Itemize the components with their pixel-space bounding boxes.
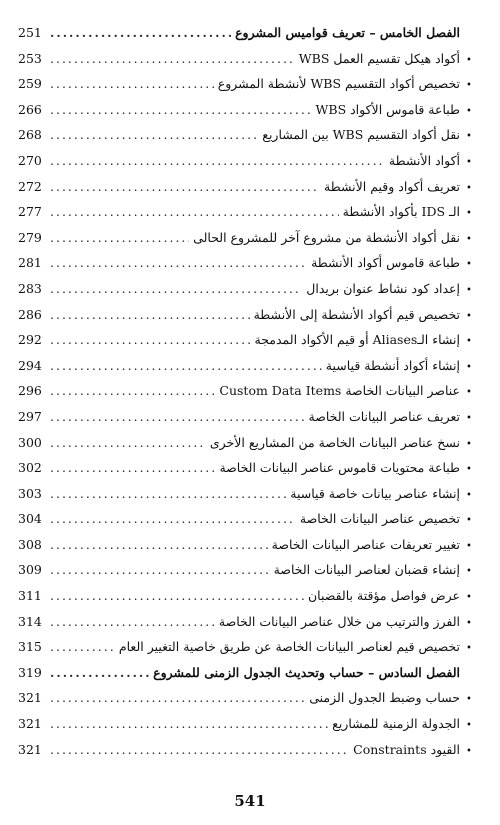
toc-entry-title: تخصيص قيم أكواد الأنشطة إلى الأنشطة — [253, 306, 460, 322]
dot-leader — [50, 97, 312, 123]
toc-page-number: 277 — [18, 204, 42, 220]
bullet-icon: • — [466, 259, 472, 271]
toc-page-number: 321 — [18, 690, 42, 706]
bullet-icon: • — [466, 156, 472, 168]
dot-leader — [50, 634, 115, 660]
toc-entry — [18, 174, 478, 200]
toc-entry — [18, 634, 478, 660]
dot-leader — [50, 225, 189, 251]
bullet-icon: • — [466, 694, 472, 706]
toc-page-number: 304 — [18, 511, 42, 527]
dot-leader — [50, 199, 339, 225]
toc-page-number: 319 — [18, 664, 42, 680]
bullet-icon: • — [466, 592, 472, 604]
toc-entry-title: الفصل السادس – حساب وتحديث الجدول الزمنى للمشروع — [153, 664, 460, 680]
toc-entry — [18, 481, 478, 507]
toc-entry — [18, 148, 478, 174]
toc-entry — [18, 404, 478, 430]
toc-entry-title: إنشاء عناصر بيانات خاصة قياسية — [290, 485, 460, 501]
toc-entry — [18, 71, 478, 97]
bullet-icon: • — [466, 489, 472, 501]
toc-entry — [18, 327, 478, 353]
toc-entry — [18, 353, 478, 379]
toc-entry-title: عناصر البيانات الخاصة Custom Data Items — [219, 383, 460, 399]
toc-entry-title: أكواد هيكل تقسيم العمل WBS — [298, 50, 460, 66]
bullet-icon: • — [466, 310, 472, 322]
toc-page-number: 251 — [18, 25, 42, 40]
bullet-icon: • — [466, 720, 472, 732]
bullet-icon: • — [466, 131, 472, 143]
bullet-icon: • — [466, 643, 472, 655]
bullet-icon: • — [466, 438, 472, 450]
toc-entry — [18, 46, 478, 72]
bullet-icon: • — [466, 464, 472, 476]
dot-leader — [50, 404, 305, 430]
toc-page-number: 283 — [18, 280, 42, 296]
toc-entry-title: إنشاء أكواد أنشطة قياسية — [325, 357, 460, 373]
toc-entry-title: الفرز والترتيب من خلال عناصر البيانات الخاصة — [218, 613, 460, 629]
toc-entry — [18, 250, 478, 276]
toc-page-number: 303 — [18, 485, 42, 501]
dot-leader — [50, 557, 270, 583]
toc-entry-title: الجدولة الزمنية للمشاريع — [332, 716, 460, 732]
toc-entry — [18, 378, 478, 404]
toc-page-number: 259 — [18, 76, 42, 92]
toc-entry — [18, 506, 478, 532]
dot-leader — [50, 506, 296, 532]
bullet-icon: • — [466, 387, 472, 399]
toc-page-number: 321 — [18, 741, 42, 757]
toc-entry — [18, 199, 478, 225]
dot-leader — [50, 276, 302, 302]
dot-leader — [50, 430, 206, 456]
toc-entry-title: تعريف عناصر البيانات الخاصة — [308, 408, 460, 424]
toc-entry-title: طباعة محتويات قاموس عناصر البيانات الخاصة — [219, 460, 460, 476]
toc-entry — [18, 97, 478, 123]
toc-page-number: 270 — [18, 152, 42, 168]
toc-entry-title: تعريف أكواد وقيم الأنشطة — [324, 178, 460, 194]
toc-page-number: 315 — [18, 639, 42, 655]
dot-leader — [50, 711, 328, 737]
toc-page-number: 296 — [18, 383, 42, 399]
toc-entry-title: القيود Constraints — [353, 741, 460, 757]
toc-entry — [18, 609, 478, 635]
toc-entry-title: تخصيص أكواد التقسيم WBS لأنشطة المشروع — [217, 76, 460, 92]
bullet-icon: • — [466, 361, 472, 373]
toc-entry-title: نسخ عناصر البيانات الخاصة من المشاريع الأخرى — [209, 434, 460, 450]
dot-leader — [50, 583, 304, 609]
bullet-icon: • — [466, 617, 472, 629]
toc-page-number: 311 — [18, 588, 42, 604]
toc-entry-title: الفصل الخامس – تعريف قواميس المشروع — [235, 25, 460, 40]
toc-page-number: 279 — [18, 229, 42, 245]
toc-page-number: 253 — [18, 50, 42, 66]
toc-entry-title: تغيير تعريفات عناصر البيانات الخاصة — [271, 536, 460, 552]
dot-leader — [50, 46, 295, 72]
bullet-icon: • — [466, 336, 472, 348]
bullet-icon: • — [466, 54, 472, 66]
toc-entry-title: تخصيص عناصر البيانات الخاصة — [299, 511, 460, 527]
toc-entry — [18, 711, 478, 737]
toc-page-number: 300 — [18, 434, 42, 450]
dot-leader — [50, 737, 349, 763]
bullet-icon: • — [466, 233, 472, 245]
bullet-icon: • — [466, 284, 472, 296]
bullet-icon: • — [466, 515, 472, 527]
toc-entry-title: إنشاء الـAliases أو قيم الأكواد المدمجة — [254, 332, 460, 348]
dot-leader — [50, 148, 385, 174]
dot-leader — [50, 20, 231, 46]
toc-entry — [18, 455, 478, 481]
toc-entry — [18, 557, 478, 583]
bullet-icon: • — [466, 80, 472, 92]
dot-leader — [50, 455, 215, 481]
toc-page-number: 294 — [18, 357, 42, 373]
toc-entry — [18, 225, 478, 251]
toc-page-number: 321 — [18, 716, 42, 732]
toc-entry-title: أكواد الأنشطة — [388, 152, 460, 168]
toc-page-number: 292 — [18, 332, 42, 348]
bullet-icon: • — [466, 540, 472, 552]
bullet-icon: • — [466, 745, 472, 757]
table-of-contents — [18, 20, 478, 762]
toc-entry — [18, 122, 478, 148]
toc-entry — [18, 430, 478, 456]
dot-leader — [50, 660, 149, 686]
toc-entry-title: الـ IDS بأكواد الأنشطة — [342, 204, 460, 220]
dot-leader — [50, 353, 322, 379]
toc-entry — [18, 532, 478, 558]
toc-entry — [18, 737, 478, 763]
toc-entry — [18, 276, 478, 302]
chapter-heading — [18, 660, 478, 686]
toc-entry-title: إنشاء قضبان لعناصر البيانات الخاصة — [273, 562, 460, 578]
toc-entry-title: نقل أكواد التقسيم WBS بين المشاريع — [262, 127, 460, 143]
dot-leader — [50, 685, 305, 711]
toc-page-number: 297 — [18, 408, 42, 424]
dot-leader — [50, 609, 215, 635]
dot-leader — [50, 174, 320, 200]
dot-leader — [50, 122, 258, 148]
toc-page-number: 272 — [18, 178, 42, 194]
toc-page-number: 309 — [18, 562, 42, 578]
toc-entry — [18, 583, 478, 609]
toc-entry-title: تخصيص قيم لعناصر البيانات الخاصة عن طريق خاصية التغيير العام — [118, 639, 460, 655]
toc-page-number: 286 — [18, 306, 42, 322]
toc-page-number: 302 — [18, 460, 42, 476]
bullet-icon: • — [466, 182, 472, 194]
dot-leader — [50, 378, 215, 404]
dot-leader — [50, 532, 268, 558]
toc-entry — [18, 302, 478, 328]
toc-entry-title: حساب وضبط الجدول الزمنى — [309, 690, 460, 706]
toc-entry — [18, 685, 478, 711]
toc-page-number: 281 — [18, 255, 42, 271]
bullet-icon: • — [466, 412, 472, 424]
bullet-icon: • — [466, 208, 472, 220]
bullet-icon: • — [466, 566, 472, 578]
toc-page-number: 308 — [18, 536, 42, 552]
toc-entry-title: عرض فواصل مؤقتة بالقضبان — [308, 588, 460, 604]
toc-entry-title: طباعة قاموس الأكواد WBS — [315, 101, 460, 117]
toc-entry-title: إعداد كود نشاط عنوان بريدال — [306, 280, 460, 296]
dot-leader — [50, 302, 250, 328]
dot-leader — [50, 71, 214, 97]
page-number: 541 — [234, 792, 266, 810]
toc-entry-title: طباعة قاموس أكواد الأنشطة — [311, 255, 460, 271]
dot-leader — [50, 327, 251, 353]
toc-page-number: 314 — [18, 613, 42, 629]
dot-leader — [50, 250, 307, 276]
toc-page-number: 268 — [18, 127, 42, 143]
toc-entry-title: نقل أكواد الأنشطة من مشروع آخر للمشروع الحالى — [193, 229, 460, 245]
chapter-heading — [18, 20, 478, 46]
dot-leader — [50, 481, 286, 507]
toc-page-number: 266 — [18, 101, 42, 117]
bullet-icon: • — [466, 105, 472, 117]
